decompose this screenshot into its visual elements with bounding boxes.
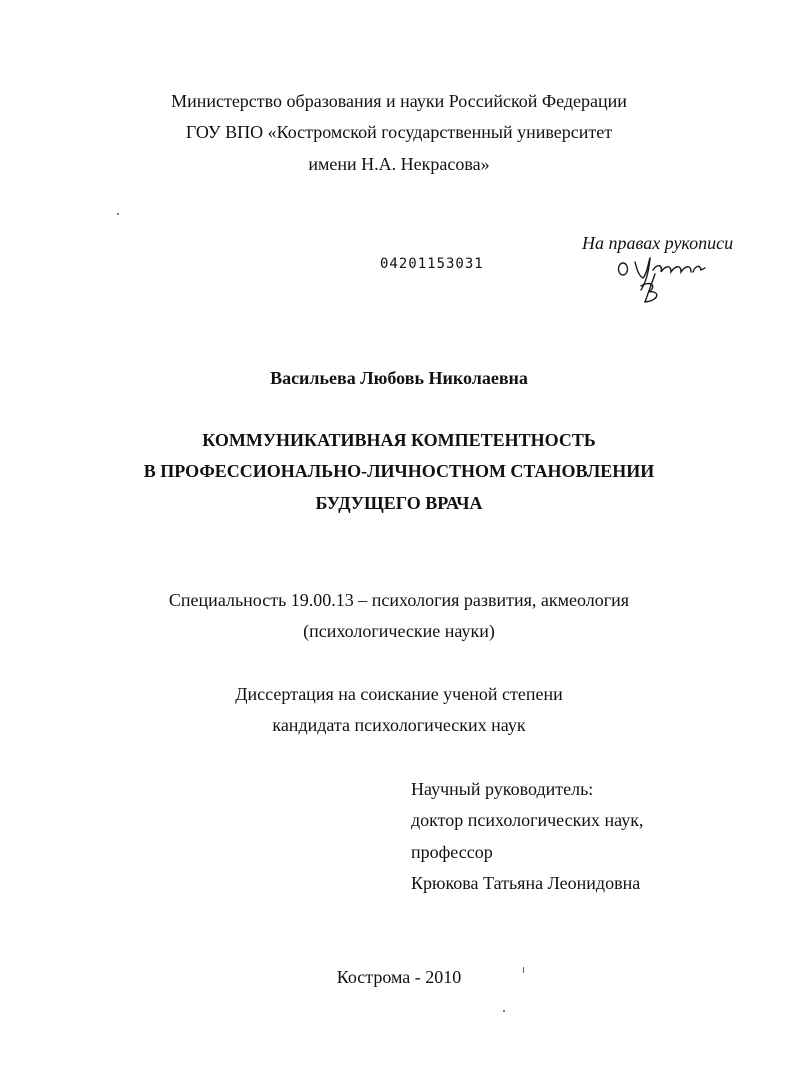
supervisor-label: Научный руководитель: (411, 779, 594, 799)
title-line-3: БУДУЩЕГО ВРАЧА (315, 493, 483, 513)
manuscript-note: На правах рукописи (582, 233, 734, 253)
title-line-2: В ПРОФЕССИОНАЛЬНО-ЛИЧНОСТНОМ СТАНОВЛЕНИИ (143, 461, 655, 481)
title-line-1: КОММУНИКАТИВНАЯ КОМПЕТЕНТНОСТЬ (202, 430, 596, 450)
university-line-1: ГОУ ВПО «Костромской государственный университет (185, 122, 613, 142)
dissertation-line-1: Диссертация на соискание ученой степени (235, 684, 563, 704)
city-year: Кострома - 2010 (336, 967, 462, 987)
specialty-line-1: Специальность 19.00.13 – психология развития, акмеология (168, 590, 630, 610)
supervisor-rank: профессор (411, 842, 493, 862)
author-name: Васильева Любовь Николаевна (270, 368, 528, 388)
scan-speck (503, 1010, 505, 1012)
specialty-line-2: (психологические науки) (303, 621, 495, 641)
ministry-line: Министерство образования и науки Российской Федерации (171, 91, 627, 111)
supervisor-name: Крюкова Татьяна Леонидовна (411, 873, 641, 893)
university-line-2: имени Н.А. Некрасова» (308, 154, 490, 174)
handwritten-signature (615, 252, 715, 312)
scan-speck (117, 213, 119, 215)
dissertation-line-2: кандидата психологических наук (272, 715, 526, 735)
supervisor-degree: доктор психологических наук, (411, 810, 644, 830)
scan-speck (523, 967, 524, 973)
registry-number: 04201153031 (380, 256, 484, 272)
